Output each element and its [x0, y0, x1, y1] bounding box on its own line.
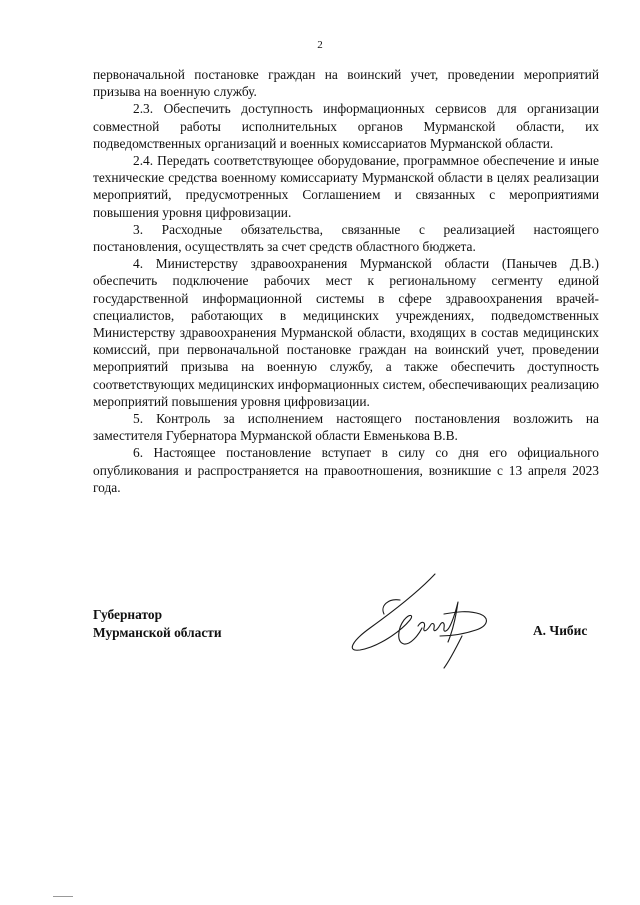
paragraph-3: 3. Расходные обязательства, связанные с реализацией настоящего постановления, осуществлять за счет средств областного бюджета. [93, 221, 599, 255]
paragraph-2-3: 2.3. Обеспечить доступность информационных сервисов для организации совместной работы исполнительных органов Мурманской области, их подведомственных организаций и военных комиссариатов Мурманской области. [93, 101, 599, 151]
paragraph-2-4: 2.4. Передать соответствующее оборудование, программное обеспечение и иные технические средства военному комиссариату Мурманской области в целях реализации мероприятий, предусмотренных Соглашением и связанных с мероприятиями повышения уровня цифровизации. [93, 153, 599, 220]
paragraph: первоначальной постановке граждан на воинский учет, проведении мероприятий призыва на военную службу. [93, 67, 599, 100]
paragraph-6: 6. Настоящее постановление вступает в силу со дня его официального опубликования и распространяется на правоотношения, возникшие с 13 апреля 2023 года. [93, 445, 599, 495]
signatory-title [93, 606, 222, 641]
signatory-title-line1: Губернатор [93, 607, 163, 622]
paragraph-5: 5. Контроль за исполнением настоящего постановления возложить на заместителя Губернатора Мурманской области Евменькова В.В. [93, 411, 599, 444]
page-number: 2 [317, 39, 323, 51]
handwritten-signature [340, 570, 510, 675]
signatory-title-line2: Мурманской области [93, 624, 222, 640]
signatory-name: А. Чибис [533, 623, 588, 638]
document-body [93, 66, 599, 496]
paragraph-4: 4. Министерству здравоохранения Мурманской области (Панычев Д.В.) обеспечить подключение рабочих мест к региональному сегменту единой государственной информационной системы в сфере здравоохранения врачей-специалистов, работающих в медицинских учреждениях, подведомственных Министерству здравоохранения Мурманской области, входящих в состав медицинских комиссий, при первоначальной постановке граждан на воинский учет, проведении мероприятий призыва на военную службу, а также обеспечить доступность соответствующих медицинских информационных систем, обеспечивающих реализацию мероприятий повышения уровня цифровизации. [93, 256, 599, 409]
footer-divider [53, 896, 73, 897]
